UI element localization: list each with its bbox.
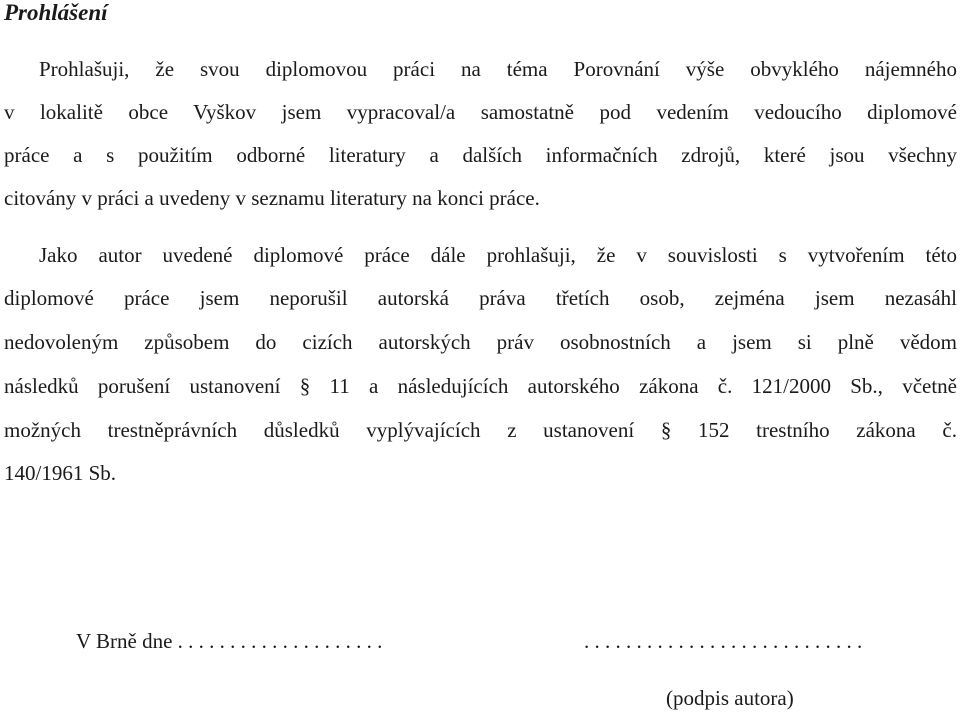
paragraph-line: v lokalitě obce Vyškov jsem vypracoval/a samostatně pod vedením vedoucího diplomové	[4, 100, 957, 124]
page-title: Prohlášení	[4, 0, 108, 25]
paragraph-line: citovány v práci a uvedeny v seznamu literatury na konci práce.	[4, 186, 540, 210]
paragraph-line: 140/1961 Sb.	[4, 461, 117, 485]
paragraph-line: následků porušení ustanovení § 11 a následujících autorského zákona č. 121/2000 Sb., včetně	[4, 374, 957, 398]
signature-label: (podpis autora)	[666, 686, 794, 710]
paragraph-line: diplomové práce jsem neporušil autorská práva třetích osob, zejména jsem nezasáhl	[4, 286, 957, 310]
signature-line: . . . . . . . . . . . . . . . . . . . . . . . . . . .	[584, 629, 863, 653]
paragraph-line: možných trestněprávních důsledků vyplývajících z ustanovení § 152 trestního zákona č.	[4, 418, 957, 442]
place-date-line: V Brně dne . . . . . . . . . . . . . . . . . . . .	[76, 629, 383, 653]
paragraph-line: Jako autor uvedené diplomové práce dále prohlašuji, že v souvislosti s vytvořením této	[39, 243, 957, 267]
paragraph-line: práce a s použitím odborné literatury a dalších informačních zdrojů, které jsou všechny	[4, 143, 957, 167]
paragraph-line: Prohlašuji, že svou diplomovou práci na téma Porovnání výše obvyklého nájemného	[39, 57, 957, 81]
paragraph-line: nedovoleným způsobem do cizích autorských práv osobnostních a jsem si plně vědom	[4, 330, 957, 354]
